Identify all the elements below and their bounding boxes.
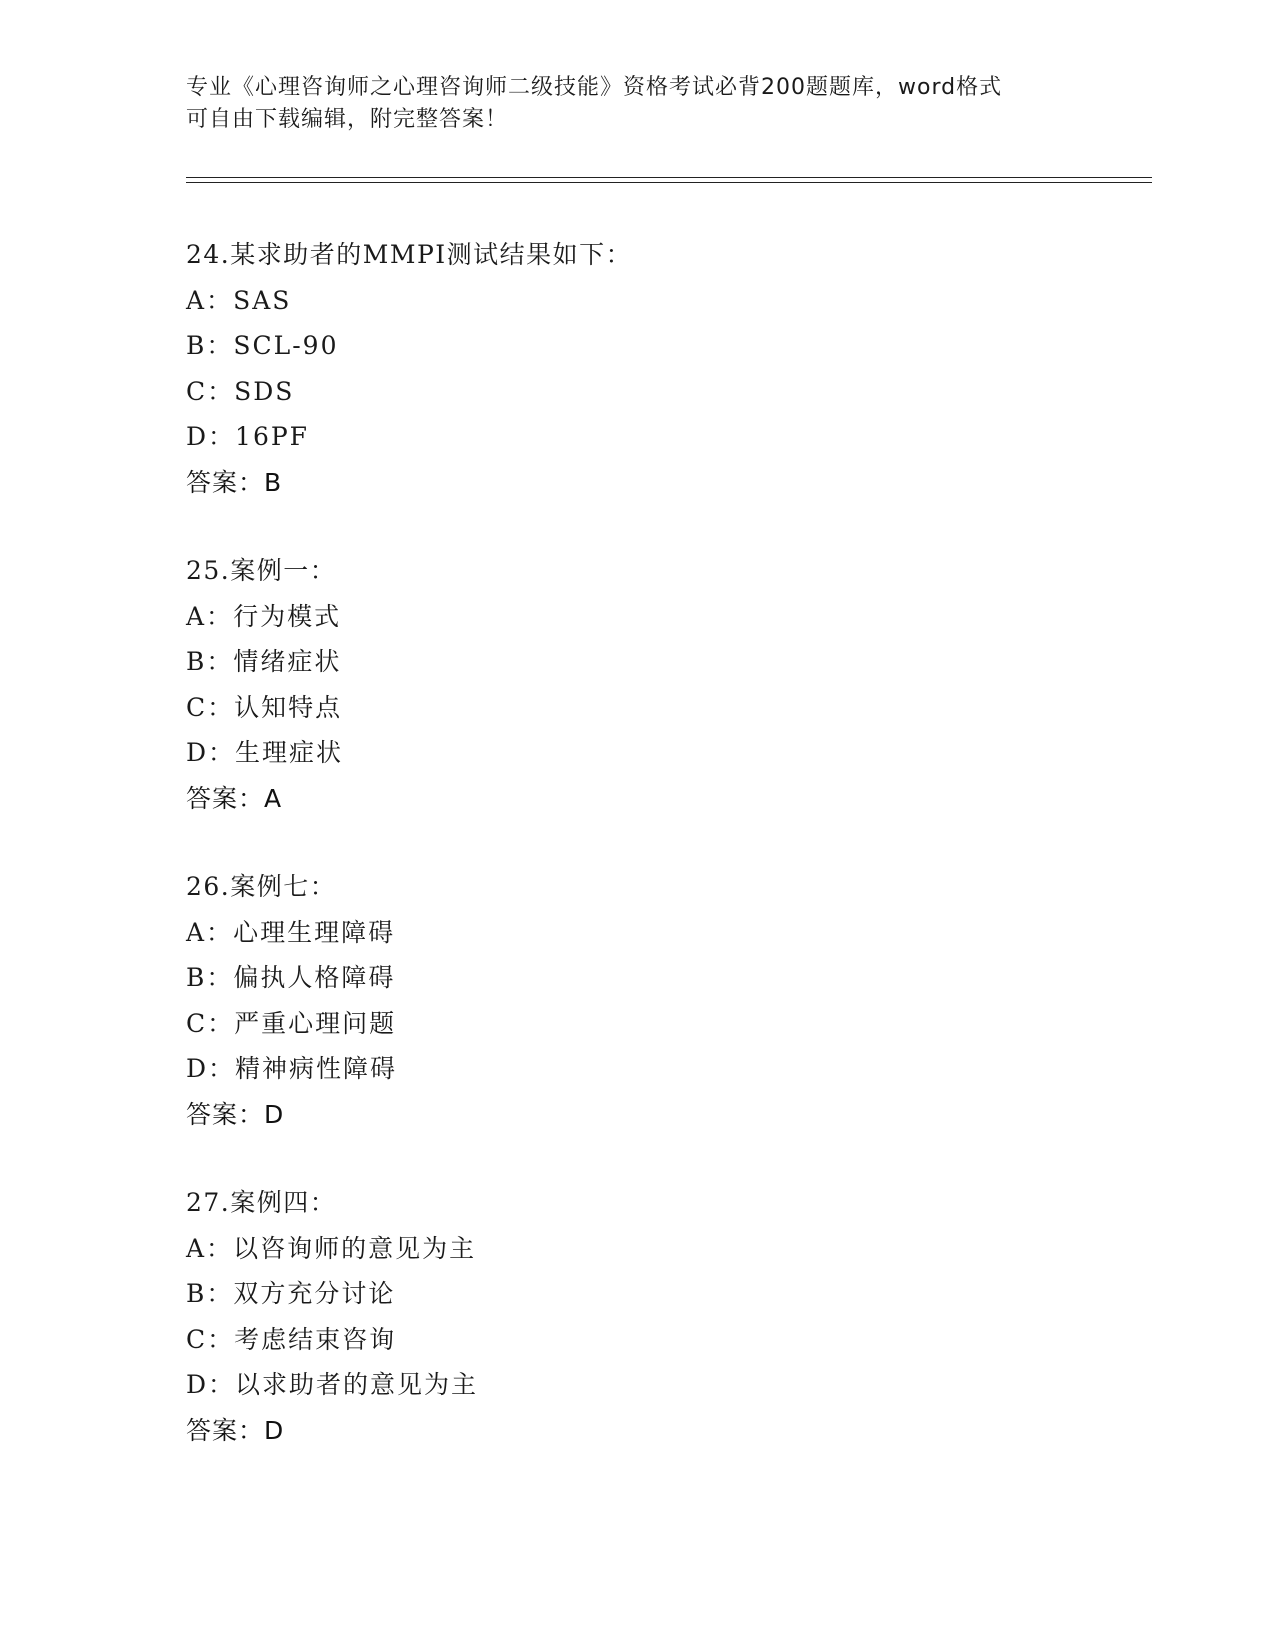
option-b <box>186 323 1146 369</box>
option-a <box>186 278 1146 324</box>
question-24 <box>186 232 1146 505</box>
option-letter: C： <box>186 376 235 406</box>
option-letter: D： <box>186 1054 236 1083</box>
option-text: SAS <box>233 285 292 315</box>
question-27 <box>186 1180 1146 1453</box>
answer-line: 答案：B <box>186 467 283 497</box>
option-text: 生理症状 <box>235 738 344 767</box>
question-25 <box>186 548 1146 821</box>
question-stem: 24.某求助者的MMPI测试结果如下： <box>186 240 633 269</box>
option-c <box>186 1317 1146 1363</box>
answer-line: 答案：D <box>186 1099 285 1129</box>
option-letter: B： <box>186 647 234 676</box>
option-letter: D： <box>186 738 236 767</box>
option-letter: D： <box>186 1370 236 1399</box>
option-letter: D： <box>186 422 236 451</box>
question-26 <box>186 864 1146 1137</box>
option-a <box>186 1226 1146 1272</box>
option-letter: B： <box>186 331 234 360</box>
option-text: 双方充分讨论 <box>233 1279 396 1308</box>
option-text: 考虑结束咨询 <box>234 1324 397 1354</box>
option-letter: B： <box>186 1279 234 1308</box>
option-text: 认知特点 <box>234 692 343 722</box>
option-text: 行为模式 <box>233 601 342 631</box>
header-divider-bottom <box>186 182 1152 183</box>
option-c <box>186 685 1146 731</box>
option-a <box>186 594 1146 640</box>
option-c <box>186 1001 1146 1047</box>
question-stem: 26.案例七： <box>186 872 337 901</box>
document-header <box>186 72 1086 136</box>
option-b <box>186 1271 1146 1317</box>
option-letter: A： <box>186 1233 234 1263</box>
option-letter: B： <box>186 963 234 992</box>
option-text: 情绪症状 <box>233 647 342 676</box>
option-text: 精神病性障碍 <box>235 1054 398 1083</box>
question-stem: 27.案例四： <box>186 1188 337 1217</box>
option-d <box>186 1362 1146 1408</box>
option-b <box>186 955 1146 1001</box>
header-line-1: 专业《心理咨询师之心理咨询师二级技能》资格考试必背200题题库，word格式 <box>186 75 1003 100</box>
option-d <box>186 414 1146 460</box>
question-stem: 25.案例一： <box>186 556 337 585</box>
option-letter: C： <box>186 1008 235 1038</box>
option-b <box>186 639 1146 685</box>
option-text: SCL-90 <box>233 331 339 360</box>
option-text: 以咨询师的意见为主 <box>233 1233 477 1263</box>
option-d <box>186 730 1146 776</box>
answer-line: 答案：D <box>186 1415 285 1445</box>
header-line-2: 可自由下载编辑，附完整答案！ <box>186 107 509 132</box>
option-text: 心理生理障碍 <box>233 917 396 947</box>
option-text: 以求助者的意见为主 <box>235 1370 479 1399</box>
option-text: SDS <box>234 376 295 406</box>
question-list <box>186 232 1146 1496</box>
answer-line: 答案：A <box>186 783 283 813</box>
option-letter: A： <box>186 917 234 947</box>
option-d <box>186 1046 1146 1092</box>
header-divider-top <box>186 177 1152 178</box>
option-letter: A： <box>186 285 234 315</box>
option-letter: C： <box>186 1324 235 1354</box>
option-text: 偏执人格障碍 <box>233 963 396 992</box>
option-a <box>186 910 1146 956</box>
option-letter: A： <box>186 601 234 631</box>
option-text: 严重心理问题 <box>234 1008 397 1038</box>
option-c <box>186 369 1146 415</box>
option-letter: C： <box>186 692 235 722</box>
option-text: 16PF <box>235 422 310 451</box>
